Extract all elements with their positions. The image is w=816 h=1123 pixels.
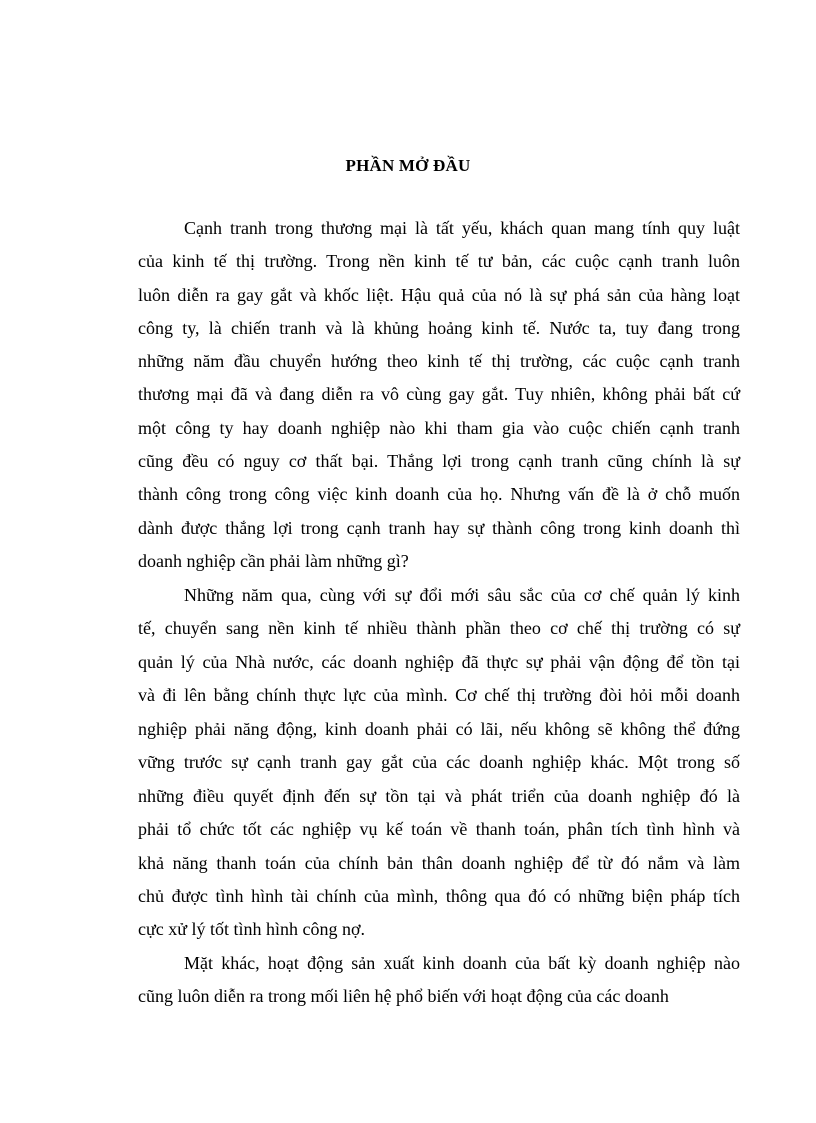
paragraph-2-line-11: cực xử lý tốt tình hình công nợ. [138,919,366,939]
paragraph-2-line-2: tế, chuyển sang nền kinh tế nhiều thành phần theo cơ chế thị trường có sự [138,618,740,638]
paragraph-1-line-4: công ty, là chiến tranh và là khủng hoảng kinh tế. Nước ta, tuy đang trong [138,318,740,338]
paragraph-1-line-5: những năm đầu chuyển hướng theo kinh tế thị trường, các cuộc cạnh tranh [138,351,740,371]
paragraph-2-line-9: khả năng thanh toán của chính bản thân doanh nghiệp để từ đó nắm và làm [138,853,740,873]
paragraph-2-line-3: quản lý của Nhà nước, các doanh nghiệp đã thực sự phải vận động để tồn tại [138,652,740,672]
paragraph-1-line-3: luôn diễn ra gay gắt và khốc liệt. Hậu quả của nó là sự phá sản của hàng loạt [138,285,740,305]
paragraph-1-line-10: dành được thắng lợi trong cạnh tranh hay sự thành công trong kinh doanh thì [138,518,740,538]
paragraph-3-line-1: Mặt khác, hoạt động sản xuất kinh doanh của bất kỳ doanh nghiệp nào [184,953,740,973]
paragraph-2-line-8: phải tổ chức tốt các nghiệp vụ kế toán về thanh toán, phân tích tình hình và [138,819,740,839]
paragraph-2-line-5: nghiệp phải năng động, kinh doanh phải có lãi, nếu không sẽ không thể đứng [138,719,740,739]
paragraph-1-line-7: một công ty hay doanh nghiệp nào khi tham gia vào cuộc chiến cạnh tranh [138,418,740,438]
paragraph-3-line-2: cũng luôn diễn ra trong mối liên hệ phổ biến với hoạt động của các doanh [138,986,669,1006]
paragraph-2-line-4: và đi lên bằng chính thực lực của mình. Cơ chế thị trường đòi hỏi mỗi doanh [138,685,740,705]
page-title: PHẦN MỞ ĐẦU [345,156,471,175]
paragraph-2-line-7: những điều quyết định đến sự tồn tại và phát triển của doanh nghiệp đó là [138,786,740,806]
paragraph-2-line-10: chủ được tình hình tài chính của mình, thông qua đó có những biện pháp tích [138,886,740,906]
paragraph-1-line-11: doanh nghiệp cần phải làm những gì? [138,551,409,571]
paragraph-1-line-2: của kinh tế thị trường. Trong nền kinh tế tư bản, các cuộc cạnh tranh luôn [138,251,740,271]
paragraph-2-line-6: vững trước sự cạnh tranh gay gắt của các doanh nghiệp khác. Một trong số [138,752,740,772]
paragraph-1-line-1: Cạnh tranh trong thương mại là tất yếu, khách quan mang tính quy luật [184,218,740,238]
paragraph-1-line-6: thương mại đã và đang diễn ra vô cùng gay gắt. Tuy nhiên, không phải bất cứ [138,384,740,404]
paragraph-2-line-1: Những năm qua, cùng với sự đổi mới sâu sắc của cơ chế quản lý kinh [184,585,740,605]
paragraph-1-line-8: cũng đều có nguy cơ thất bại. Thắng lợi trong cạnh tranh cũng chính là sự [138,451,740,471]
paragraph-1-line-9: thành công trong công việc kinh doanh của họ. Nhưng vấn đề là ở chỗ muốn [138,484,740,504]
